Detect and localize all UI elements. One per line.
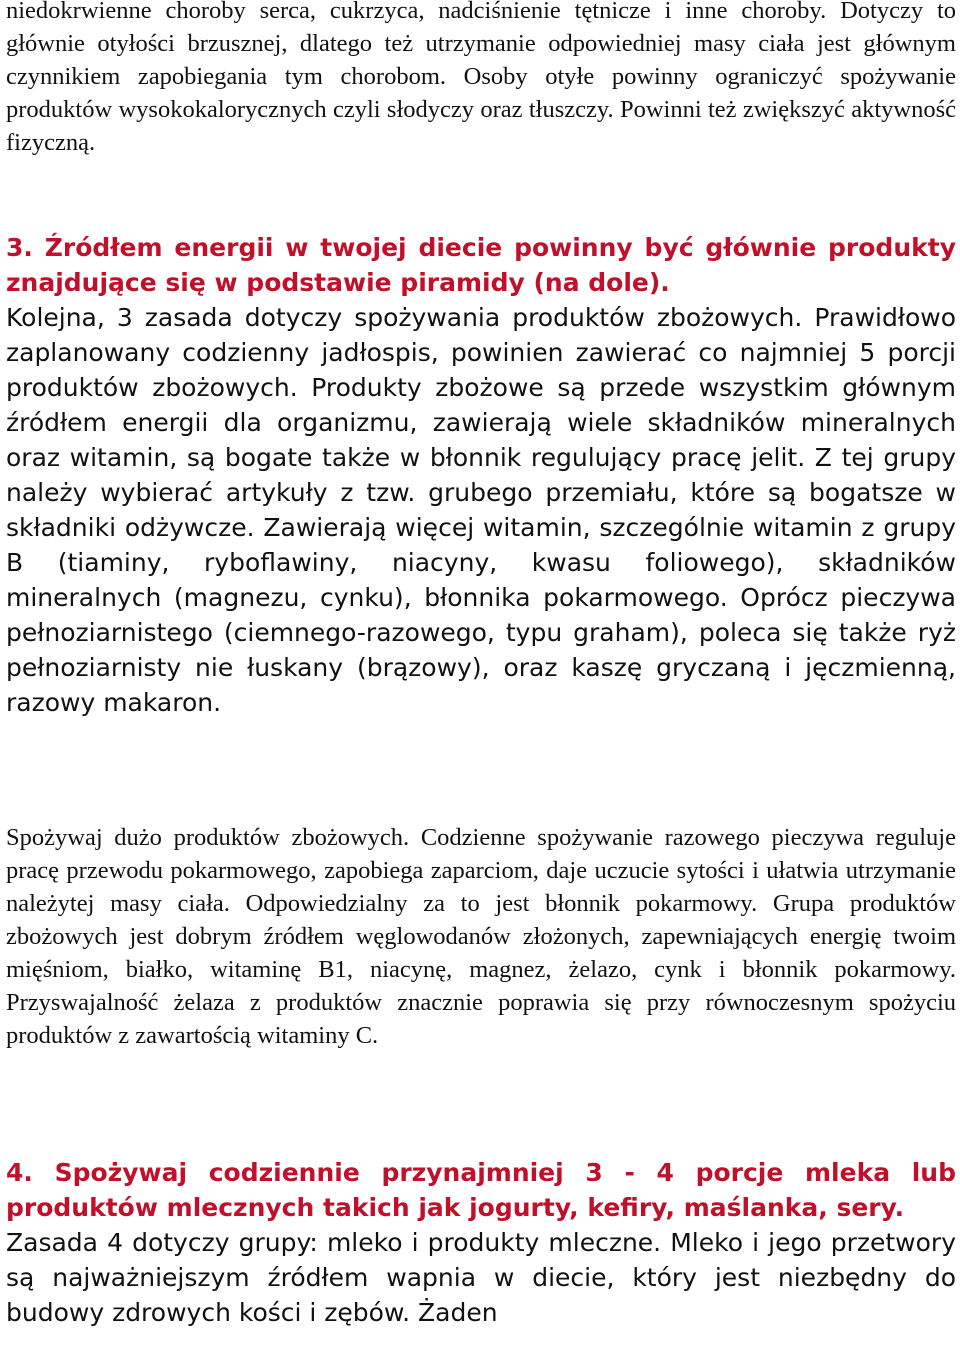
intro-paragraph: niedokrwienne choroby serca, cukrzyca, nadciśnienie tętnicze i inne choroby. Dotyczy to głównie otyłości brzusznej, dlatego też utrzymanie odpowiedniej masy ciała jest głównym czynnikiem zapobiegania tym chorobom. Osoby otyłe powinny ograniczyć spożywanie produktów wysokokalorycznych czyli słodyczy oraz tłuszczy. Powinni też zwiększyć aktywność fizyczną. <box>6 0 956 156</box>
section-4 <box>6 1155 956 1330</box>
section-3-body: Kolejna, 3 zasada dotyczy spożywania produktów zbożowych. Prawidłowo zaplanowany codzienny jadłospis, powinien zawierać co najmniej 5 porcji produktów zbożowych. Produkty zbożowe są przede wszystkim głównym źródłem energii dla organizmu, zawierają wiele składników mineralnych oraz witamin, są bogate także w błonnik regulujący pracę jelit. Z tej grupy należy wybierać artykuły z tzw. grubego przemiału, które są bogatsze w składniki odżywcze. Zawierają więcej witamin, szczególnie witamin z grupy B (tiaminy, ryboflawiny, niacyny, kwasu foliowego), składników mineralnych (magnezu, cynku), błonnika pokarmowego. Oprócz pieczywa pełnoziarnistego (ciemnego-razowego, typu graham), poleca się także ryż pełnoziarnisty nie łuskany (brązowy), oraz kaszę gryczaną i jęczmienną, razowy makaron. <box>6 303 956 717</box>
section-4-heading: 4. Spożywaj codziennie przynajmniej 3 - 4 porcje mleka lub produktów mlecznych takich jak jogurty, kefiry, maślanka, sery. <box>6 1158 956 1222</box>
section-4-body: Zasada 4 dotyczy grupy: mleko i produkty mleczne. Mleko i jego przetwory są najważniejszym źródłem wapnia w diecie, który jest niezbędny do budowy zdrowych kości i zębów. Żaden <box>6 1228 956 1327</box>
cereals-paragraph: Spożywaj dużo produktów zbożowych. Codzienne spożywanie razowego pieczywa reguluje pracę przewodu pokarmowego, zapobiega zaparciom, daje uczucie sytości i ułatwia utrzymanie należytej masy ciała. Odpowiedzialny za to jest błonnik pokarmowy. Grupa produktów zbożowych jest dobrym źródłem węglowodanów złożonych, zapewniających energię twoim mięśniom, białko, witaminę B1, niacynę, magnez, żelazo, cynk i błonnik pokarmowy. Przyswajalność żelaza z produktów znacznie poprawia się przy równoczesnym spożyciu produktów z zawartością witaminy C. <box>6 824 956 1049</box>
section-3 <box>6 230 956 720</box>
section-3-heading: 3. Źródłem energii w twojej diecie powinny być głównie produkty znajdujące się w podstawie piramidy (na dole). <box>6 233 956 297</box>
